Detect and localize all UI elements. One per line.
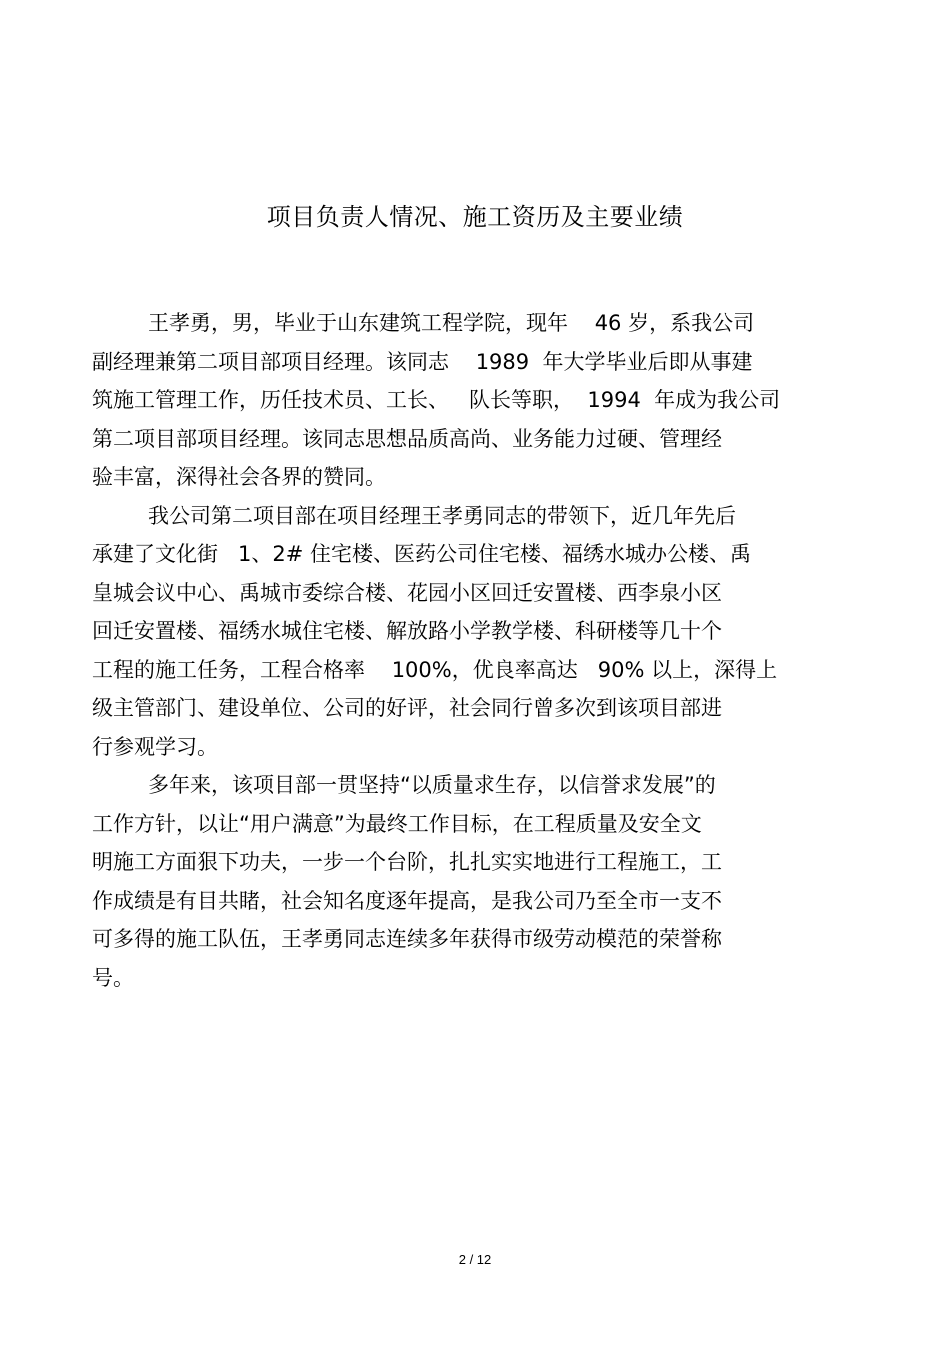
paragraph-line: 回迁安置楼、福绣水城住宅楼、解放路小学教学楼、科研楼等几十个 [92, 619, 722, 643]
paragraph-line: 作成绩是有目共睹，社会知名度逐年提高，是我公司乃至全市一支不 [92, 888, 722, 913]
document-title: 项目负责人情况、施工资历及主要业绩 [266, 203, 684, 231]
paragraph-line: 行参观学习。 [92, 734, 218, 759]
paragraph-line: 皇城会议中心、禹城市委综合楼、花园小区回迁安置楼、西李泉小区 [92, 580, 722, 605]
paragraph-line: 第二项目部项目经理。该同志思想品质高尚、业务能力过硬、管理经 [92, 426, 722, 451]
paragraph-1 [92, 304, 862, 497]
paragraph-line: 副经理兼第二项目部项目经理。该同志 1989 年大学毕业后即从事建 [92, 349, 753, 374]
paragraph-2 [92, 497, 862, 767]
paragraph-line: 我公司第二项目部在项目经理王孝勇同志的带领下，近几年先后 [148, 503, 736, 528]
paragraph-line: 多年来，该项目部一贯坚持“以质量求生存，以信誉求发展”的 [148, 773, 716, 797]
paragraph-line: 工程的施工任务，工程合格率 100%，优良率高达 90% 以上，深得上 [92, 657, 778, 682]
paragraph-line: 可多得的施工队伍，王孝勇同志连续多年获得市级劳动模范的荣誉称 [92, 927, 722, 951]
paragraph-line: 明施工方面狠下功夫，一步一个台阶，扎扎实实地进行工程施工，工 [92, 850, 722, 874]
paragraph-line: 王孝勇，男，毕业于山东建筑工程学院，现年 46 岁，系我公司 [148, 311, 755, 335]
paragraph-3 [92, 766, 862, 997]
paragraph-line: 工作方针，以让“用户满意”为最终工作目标，在工程质量及安全文 [92, 811, 702, 836]
page-number: 2 / 12 [458, 1252, 492, 1267]
document-body [92, 304, 862, 997]
paragraph-line: 筑施工管理工作，历任技术员、工长、 队长等职， 1994 年成为我公司 [92, 388, 781, 412]
paragraph-line: 承建了文化街 1、2# 住宅楼、医药公司住宅楼、福绣水城办公楼、禹 [92, 542, 752, 566]
paragraph-line: 号。 [92, 965, 134, 990]
paragraph-line: 级主管部门、建设单位、公司的好评，社会同行曾多次到该项目部进 [92, 696, 722, 720]
paragraph-line: 验丰富，深得社会各界的赞同。 [92, 465, 386, 489]
